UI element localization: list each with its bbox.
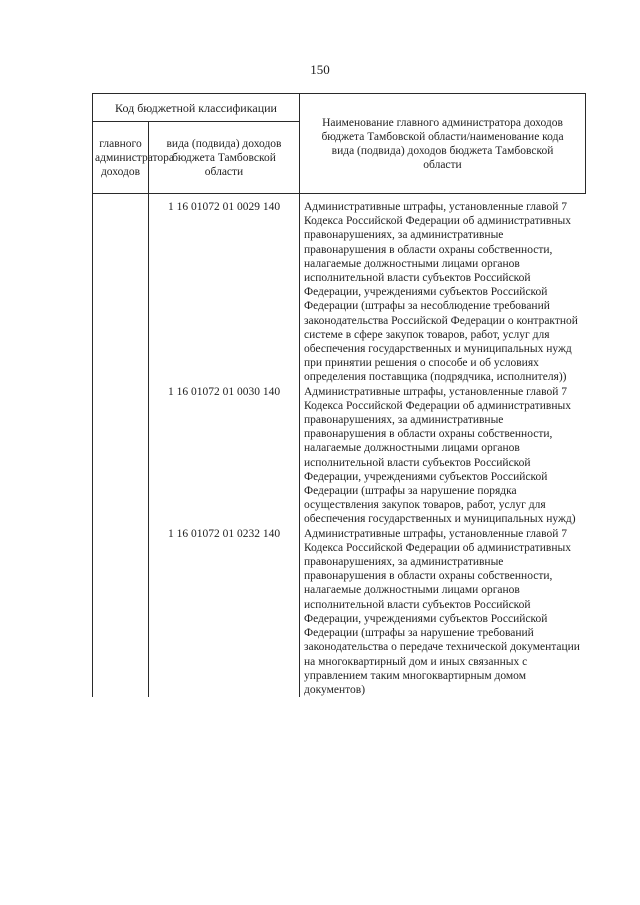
header-income-type-code: вида (подвида) доходов бюджета Тамбовской области <box>149 122 300 194</box>
income-code-cell: 1 16 01072 01 0232 140 <box>149 527 300 697</box>
admin-code-cell <box>93 527 149 697</box>
table-row <box>93 194 586 385</box>
header-name: Наименование главного администратора доходов бюджета Тамбовской области/наименование кода вида (подвида) доходов бюджета Тамбовской области <box>300 94 586 194</box>
admin-code-cell <box>93 194 149 385</box>
table-row <box>93 385 586 527</box>
table-row <box>93 527 586 697</box>
income-code-cell: 1 16 01072 01 0030 140 <box>149 385 300 527</box>
header-group-budget-classification: Код бюджетной классификации <box>93 94 300 122</box>
header-admin-code: главного администратора доходов <box>93 122 149 194</box>
income-description: Административные штрафы, установленные главой 7 Кодекса Российской Федерации об административных правонарушениях, за административные правонарушения в области охраны собственности, налагаемые должностными лицами органов исполнительной власти субъектов Российской Федерации, учреждениями субъектов Российской Федерации (штрафы за нарушение требований законодательства о передаче технической документации на многоквартирный дом и иных связанных с управлением таким многоквартирным домом документов) <box>304 527 580 696</box>
income-description: Административные штрафы, установленные главой 7 Кодекса Российской Федерации об административных правонарушениях, за административные правонарушения в области охраны собственности, налагаемые должностными лицами органов исполнительной власти субъектов Российской Федерации, учреждениями субъектов Российской Федерации (штрафы за нарушение порядка осуществления закупок товаров, работ, услуг для обеспечения государственных и муниципальных нужд) <box>304 385 576 526</box>
income-description: Административные штрафы, установленные главой 7 Кодекса Российской Федерации об административных правонарушениях, за административные правонарушения в области охраны собственности, налагаемые должностными лицами органов исполнительной власти субъектов Российской Федерации, учреждениями субъектов Российской Федерации (штрафы за несоблюдение требований законодательства Российской Федерации о контрактной системе в сфере закупок товаров, работ, услуг для обеспечения государственных и муниципальных нужд при принятии решения о способе и об условиях определения поставщика (подрядчика, исполнителя)) <box>304 201 578 384</box>
income-description-cell <box>300 385 586 527</box>
budget-classification-table <box>92 93 586 697</box>
income-code-cell: 1 16 01072 01 0029 140 <box>149 194 300 385</box>
income-description-cell <box>300 194 586 385</box>
income-description-cell <box>300 527 586 697</box>
page-number: 150 <box>310 62 330 77</box>
admin-code-cell <box>93 385 149 527</box>
